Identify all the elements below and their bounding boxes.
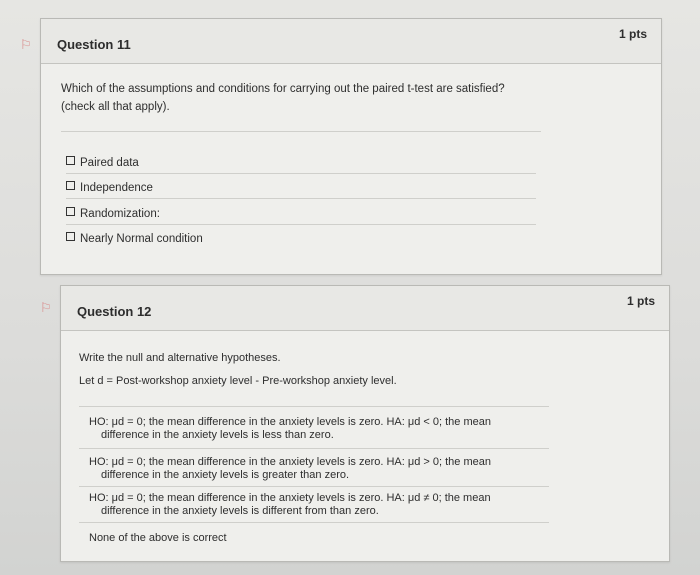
question-12-points: 1 pts <box>626 294 655 308</box>
checkbox-icon[interactable] <box>66 232 75 241</box>
option-independence[interactable] <box>66 181 536 199</box>
divider <box>79 486 549 487</box>
divider <box>61 131 541 132</box>
question-11-card <box>40 18 662 275</box>
option-paired-data[interactable] <box>66 156 536 174</box>
option-label: Randomization: <box>80 208 160 220</box>
checkbox-icon[interactable] <box>66 207 75 216</box>
divider <box>79 522 549 523</box>
option-label: Independence <box>80 182 153 194</box>
option-ha-less-than[interactable] <box>89 416 549 442</box>
option-line1: HO: μd = 0; the mean difference in the anxiety levels is zero. HA: μd > 0; the mean <box>89 456 491 468</box>
question-11-hint: (check all that apply). <box>61 101 170 113</box>
option-line1: HO: μd = 0; the mean difference in the anxiety levels is zero. HA: μd ≠ 0; the mean <box>89 492 491 504</box>
option-nearly-normal[interactable] <box>66 232 536 249</box>
question-11-header <box>41 19 661 64</box>
option-label: Paired data <box>80 157 139 169</box>
option-randomization[interactable] <box>66 207 536 225</box>
question-12-card <box>60 285 670 562</box>
option-ha-not-equal[interactable] <box>89 492 549 518</box>
question-12-prompt: Write the null and alternative hypotheses. <box>79 352 281 364</box>
checkbox-icon[interactable] <box>66 181 75 190</box>
question-12-header <box>61 286 669 331</box>
option-line1: None of the above is correct <box>89 532 227 544</box>
question-11-title: Question 11 <box>57 37 131 52</box>
option-label: Nearly Normal condition <box>80 233 203 245</box>
flag-icon[interactable]: ⚐ <box>40 301 52 316</box>
question-11-points: 1 pts <box>618 27 647 41</box>
option-ha-greater-than[interactable] <box>89 456 549 482</box>
question-12-title: Question 12 <box>77 304 152 319</box>
divider <box>79 406 549 407</box>
question-11-text: Which of the assumptions and conditions for carrying out the paired t-test are satisfied? <box>61 83 505 95</box>
option-none-correct[interactable] <box>89 532 549 545</box>
question-12-definition: Let d = Post-workshop anxiety level - Pre-workshop anxiety level. <box>79 375 397 387</box>
option-line2: difference in the anxiety levels is less than zero. <box>101 429 334 441</box>
checkbox-icon[interactable] <box>66 156 75 165</box>
flag-icon[interactable]: ⚐ <box>20 38 32 53</box>
option-line1: HO: μd = 0; the mean difference in the anxiety levels is zero. HA: μd < 0; the mean <box>89 416 491 428</box>
option-line2: difference in the anxiety levels is greater than zero. <box>101 469 350 481</box>
divider <box>79 448 549 449</box>
option-line2: difference in the anxiety levels is different from than zero. <box>101 505 379 517</box>
